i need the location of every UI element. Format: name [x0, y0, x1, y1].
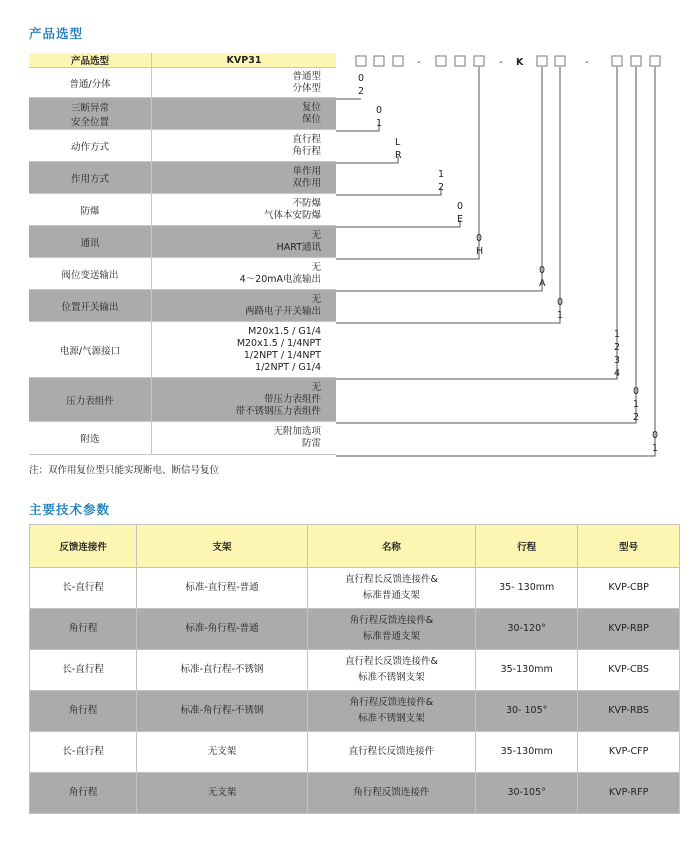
- code-value: 1: [633, 399, 640, 410]
- code-box: [436, 56, 446, 66]
- option-label: 单作用: [292, 165, 321, 177]
- code-dash: -: [417, 57, 421, 68]
- code-value: 2: [633, 412, 640, 423]
- spec-row: [30, 650, 680, 691]
- option-label: 不防爆: [292, 197, 321, 209]
- spec-cell: KVP-CFP: [578, 732, 680, 773]
- category-label: 防爆: [80, 205, 100, 217]
- spec-cell: 30-105°: [476, 773, 578, 814]
- code-connector-line: [336, 67, 655, 456]
- code-box: [374, 56, 384, 66]
- option-label: 1/2NPT / 1/4NPT: [243, 349, 321, 361]
- code-value: 0: [557, 297, 564, 308]
- spec-cell: KVP-RFP: [578, 773, 680, 814]
- option-label: 普通型: [292, 70, 321, 82]
- option-label: 带压力表组件: [263, 393, 321, 405]
- code-value: 3: [614, 355, 621, 366]
- category-label: 附选: [80, 434, 100, 445]
- code-value: 4: [614, 368, 621, 379]
- spec-cell: 35-130mm: [476, 732, 578, 773]
- code-k: K: [516, 57, 524, 68]
- spec-cell: 35-130mm: [476, 650, 578, 691]
- code-value: 0: [652, 430, 659, 441]
- spec-cell: 无支架: [137, 773, 307, 814]
- code-value: 0: [358, 73, 365, 84]
- spec-cell: 标准-直行程-不锈钢: [137, 650, 307, 691]
- option-label: 两路电子开关输出: [244, 305, 321, 317]
- header-label: 产品选型: [29, 53, 152, 68]
- option-label: 防雷: [301, 438, 321, 449]
- code-value: 1: [557, 310, 564, 321]
- option-label: 无: [311, 293, 321, 305]
- option-label: 气体本安防爆: [263, 209, 321, 221]
- option-label: 无: [311, 381, 321, 393]
- code-value: 0: [476, 233, 483, 244]
- spec-cell: [307, 691, 475, 732]
- code-value: 1: [614, 329, 621, 340]
- option-label: 无: [311, 229, 321, 241]
- spec-row: [30, 609, 680, 650]
- spec-cell: KVP-CBP: [578, 568, 680, 609]
- code-connector-line: [336, 156, 398, 163]
- option-label: 无: [311, 261, 321, 273]
- spec-row: [30, 732, 680, 773]
- option-label: M20x1.5 / 1/4NPT: [236, 337, 321, 349]
- code-value: A: [539, 278, 546, 289]
- code-value: H: [476, 246, 484, 257]
- option-label: 带不锈钢压力表组件: [235, 405, 321, 417]
- spec-header-cell: 支架: [137, 525, 307, 568]
- spec-header-cell: 型号: [578, 525, 680, 568]
- category-label: 普通/分体: [69, 78, 111, 90]
- spec-cell: 30- 105°: [476, 691, 578, 732]
- code-value: 2: [358, 86, 365, 97]
- category-label: 作用方式: [70, 173, 109, 185]
- code-value: 1: [652, 443, 659, 454]
- section-title-specs: 主要技术参数: [29, 502, 111, 517]
- spec-row: [30, 773, 680, 814]
- spec-cell: 角行程反馈连接件: [307, 773, 475, 814]
- code-box: [555, 56, 565, 66]
- spec-cell: KVP-RBP: [578, 609, 680, 650]
- spec-header-cell: 名称: [307, 525, 475, 568]
- spec-cell: 35- 130mm: [476, 568, 578, 609]
- spec-header-row: [30, 525, 680, 568]
- header-model: KVP31: [152, 53, 337, 68]
- spec-name-line: 直行程长反馈连接件&: [344, 656, 438, 667]
- option-label: 直行程: [292, 133, 321, 145]
- spec-name-line: 角行程反馈连接件&: [349, 615, 434, 626]
- selection-note: 注：双作用复位型只能实现断电、断信号复位: [29, 465, 220, 476]
- code-box: [393, 56, 403, 66]
- spec-cell: 角行程: [30, 691, 137, 732]
- spec-name-line: 角行程反馈连接件&: [349, 697, 434, 708]
- option-label: 分体型: [292, 82, 321, 94]
- spec-cell: 长-直行程: [30, 568, 137, 609]
- option-label: 双作用: [292, 177, 321, 189]
- spec-table: [29, 524, 680, 814]
- category-label: 电源/气源接口: [59, 345, 121, 357]
- code-value: 2: [614, 342, 621, 353]
- category-label: 动作方式: [70, 141, 109, 153]
- spec-row: [30, 691, 680, 732]
- code-connector-line: [336, 220, 460, 227]
- code-value: E: [457, 214, 464, 225]
- option-label: 无附加选项: [273, 426, 321, 437]
- code-box: [356, 56, 366, 66]
- category-label: 位置开关输出: [61, 301, 119, 313]
- code-value: 0: [633, 386, 640, 397]
- code-value: 1: [438, 169, 445, 180]
- spec-name-line: 标准不锈钢支架: [358, 713, 425, 724]
- spec-cell: 角行程: [30, 609, 137, 650]
- section-title-selection: 产品选型: [29, 26, 84, 41]
- option-label: 角行程: [292, 145, 321, 157]
- code-value: 2: [438, 182, 445, 193]
- category-label: 压力表组件: [66, 395, 114, 407]
- code-box: [650, 56, 660, 66]
- spec-cell: 标准-角行程-普通: [137, 609, 307, 650]
- spec-cell: KVP-RBS: [578, 691, 680, 732]
- category-label: 通讯: [80, 237, 100, 249]
- code-value: 0: [376, 105, 383, 116]
- code-box: [537, 56, 547, 66]
- spec-name-line: 标准普通支架: [362, 631, 420, 642]
- category-label: 三断异常: [70, 102, 109, 114]
- option-label: 4～20mA电流输出: [239, 273, 321, 285]
- spec-cell: [307, 568, 475, 609]
- spec-row: [30, 568, 680, 609]
- code-value: 0: [539, 265, 546, 276]
- code-connector-line: [336, 124, 379, 131]
- spec-name-line: 直行程长反馈连接件&: [344, 574, 438, 585]
- code-value: L: [395, 137, 401, 148]
- option-label: HART通讯: [276, 241, 321, 253]
- spec-cell: 长-直行程: [30, 732, 137, 773]
- spec-header-cell: 行程: [476, 525, 578, 568]
- spec-header-cell: 反馈连接件: [30, 525, 137, 568]
- code-connector-line: [336, 188, 441, 195]
- code-box: [631, 56, 641, 66]
- code-box: [455, 56, 465, 66]
- code-value: 0: [457, 201, 464, 212]
- option-label: M20x1.5 / G1/4: [248, 325, 321, 337]
- code-dash: -: [499, 57, 503, 68]
- code-box: [474, 56, 484, 66]
- spec-cell: 标准-直行程-普通: [137, 568, 307, 609]
- category-label: 阀位变送输出: [61, 269, 119, 281]
- spec-cell: [307, 609, 475, 650]
- spec-cell: 标准-角行程-不锈钢: [137, 691, 307, 732]
- spec-name-line: 标准不锈钢支架: [358, 672, 425, 683]
- spec-cell: [307, 650, 475, 691]
- code-value: 1: [376, 118, 383, 129]
- spec-cell: 角行程: [30, 773, 137, 814]
- code-dash: -: [585, 57, 589, 68]
- code-box: [612, 56, 622, 66]
- spec-cell: 长-直行程: [30, 650, 137, 691]
- spec-cell: 直行程长反馈连接件: [307, 732, 475, 773]
- code-value: R: [395, 150, 402, 161]
- option-label: 复位: [301, 101, 321, 113]
- spec-cell: KVP-CBS: [578, 650, 680, 691]
- spec-cell: 无支架: [137, 732, 307, 773]
- option-label: 保位: [301, 113, 321, 125]
- spec-name-line: 标准普通支架: [362, 590, 420, 601]
- spec-cell: 30-120°: [476, 609, 578, 650]
- option-label: 1/2NPT / G1/4: [255, 361, 321, 373]
- category-label: 安全位置: [70, 116, 109, 128]
